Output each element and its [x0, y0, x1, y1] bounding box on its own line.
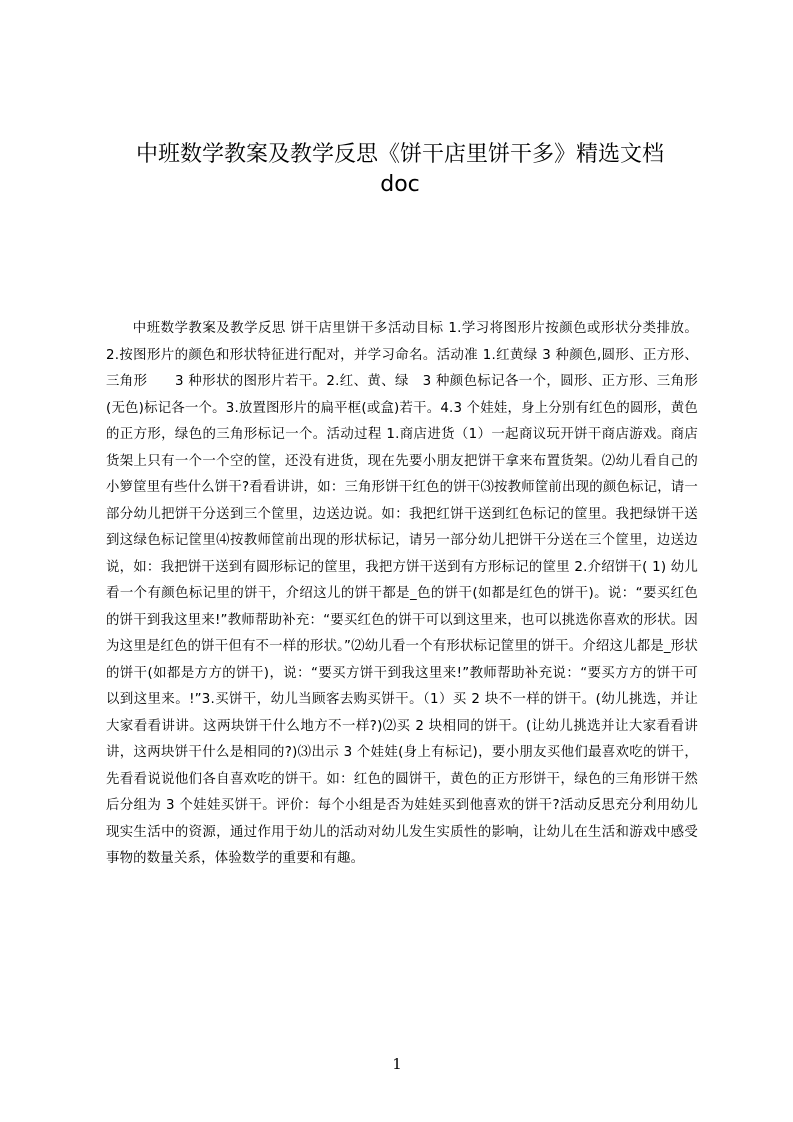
- page-title: [100, 140, 700, 200]
- title-line-doc: doc: [380, 172, 420, 197]
- title-line-main: 中班数学教案及教学反思《饼干店里饼干多》精选文档: [135, 142, 664, 167]
- page-number: 1: [392, 1055, 402, 1073]
- body-paragraph: 中班数学教案及教学反思 饼干店里饼干多活动目标 1.学习将图形片按颜色或形状分类排放。2.按图形片的颜色和形状特征进行配对，并学习命名。活动准 1.红黄绿 3 种颜色,圆形、正方形、三角形 3 种形状的图形片若干。2.红、黄、绿 3 种颜色标记各一个，圆形、正方形、三角形(无色)标记各一个。3.放置图形片的扁平框(或盒)若干。4.3 个娃娃，身上分别有红色的圆形，黄色的正方形，绿色的三角形标记一个。活动过程 1.商店进货（1）一起商议玩开饼干商店游戏。商店货架上只有一个一个空的筐，还没有进货，现在先要小朋友把饼干拿来布置货架。⑵幼儿看自己的小箩筐里有些什么饼干?看看讲讲，如：三角形饼干红色的饼干⑶按教师筐前出现的颜色标记，请一部分幼儿把饼干分送到三个筐里，边送边说。如：我把红饼干送到红色标记的筐里。我把绿饼干送到这绿色标记筐里⑷按教师筐前出现的形状标记，请另一部分幼儿把饼干分送在三个筐里，边送边说，如：我把饼干送到有圆形标记的筐里，我把方饼干送到有方形标记的筐里 2.介绍饼干( 1) 幼儿看一个有颜色标记里的饼干，介绍这儿的饼干都是_色的饼干(如都是红色的饼干)。说：“要买红色的饼干到我这里来!”教师帮助补充：“要买红色的饼干可以到这里来，也可以挑选你喜欢的形状。因为这里是红色的饼干但有不一样的形状。”⑵幼儿看一个有形状标记筐里的饼干。介绍这儿都是_形状的饼干(如都是方方的饼干)，说：“要买方饼干到我这里来!”教师帮助补充说：“要买方方的饼干可以到这里来。!”3.买饼干，幼儿当顾客去购买饼干。（1）买 2 块不一样的饼干。(幼儿挑选，并让大家看看讲讲。这两块饼干什么地方不一样?)⑵买 2 块相同的饼干。(让幼儿挑选并让大家看看讲讲，这两块饼干什么是相同的?)⑶出示 3 个娃娃(身上有标记)，要小朋友买他们最喜欢吃的饼干，先看看说说他们各自喜欢吃的饼干。如：红色的圆饼干，黄色的正方形饼干，绿色的三角形饼干然后分组为 3 个娃娃买饼干。评价：每个小组是否为娃娃买到他喜欢的饼干?活动反思充分利用幼儿现实生活中的资源，通过作用于幼儿的活动对幼儿发生实质性的影响，让幼儿在生活和游戏中感受事物的数量关系，体验数学的重要和有趣。: [106, 321, 698, 866]
